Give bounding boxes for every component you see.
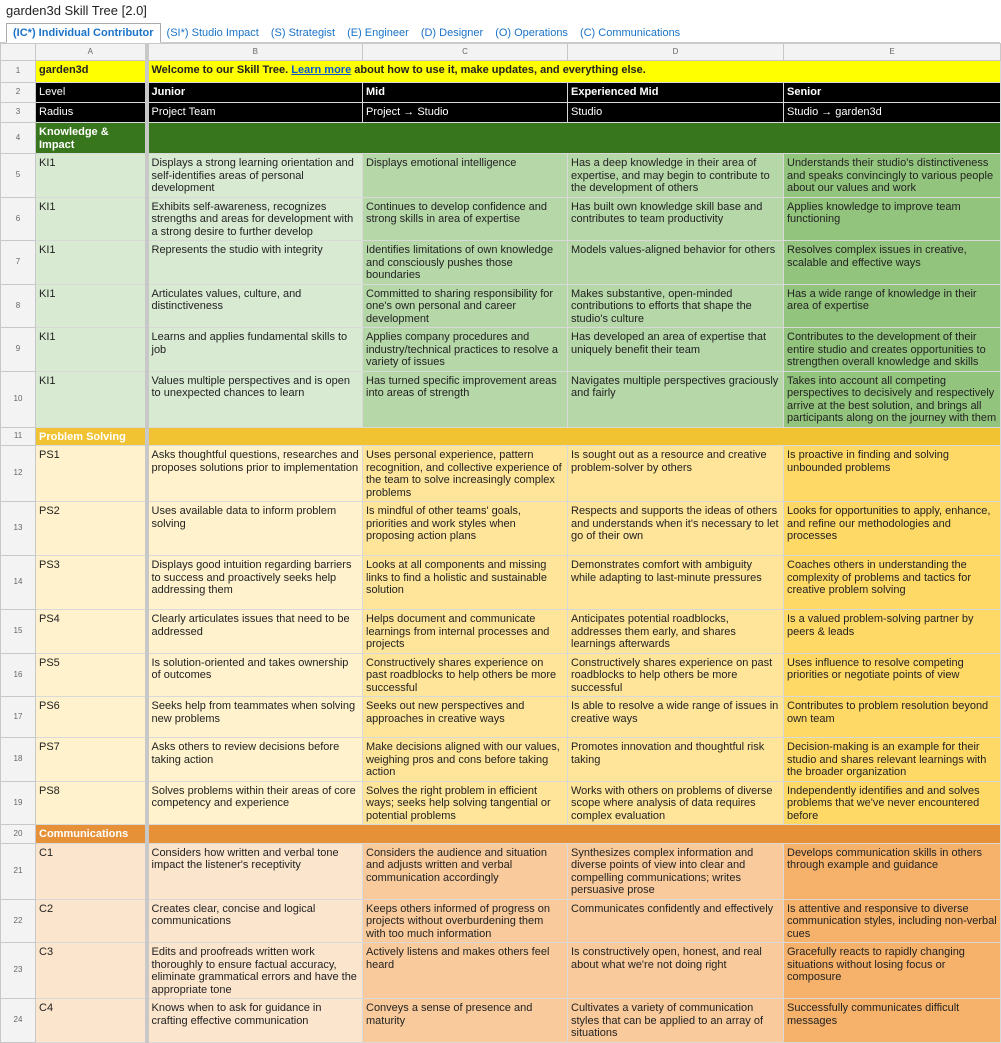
junior-description-cell[interactable]: Learns and applies fundamental skills to job [147, 328, 363, 372]
mid-description-cell[interactable]: Conveys a sense of presence and maturity [363, 999, 568, 1043]
junior-description-cell[interactable]: Seeks help from teammates when solving new problems [147, 697, 363, 738]
problem-solving-header-fill[interactable] [147, 427, 1001, 446]
column-header-b[interactable]: B [147, 44, 363, 61]
junior-description-cell[interactable]: Knows when to ask for guidance in crafting effective communication [147, 999, 363, 1043]
row-number[interactable]: 20 [1, 825, 36, 844]
level-senior-cell[interactable]: Senior [784, 83, 1001, 103]
level-row [1, 83, 1001, 103]
experienced-mid-description-cell[interactable]: Works with others on problems of diverse scope where analysis of data requires complex evaluation [568, 781, 784, 825]
skill-id-cell[interactable]: PS5 [36, 653, 147, 697]
skill-id-cell[interactable]: C3 [36, 943, 147, 999]
row-number[interactable]: 9 [1, 328, 36, 372]
problem-solving-skill-row [1, 556, 1001, 610]
row-number[interactable]: 22 [1, 899, 36, 943]
experienced-mid-description-cell[interactable]: Navigates multiple perspectives graciously and fairly [568, 371, 784, 427]
junior-description-cell[interactable]: Asks thoughtful questions, researches and proposes solutions prior to implementation [147, 446, 363, 502]
radius-mid-cell[interactable]: Project → Studio [363, 103, 568, 123]
junior-description-cell[interactable]: Is solution-oriented and takes ownership of outcomes [147, 653, 363, 697]
document-title: garden3d Skill Tree [2.0] [6, 3, 147, 18]
column-header-c[interactable]: C [363, 44, 568, 61]
senior-description-cell[interactable]: Uses influence to resolve competing priorities or negotiate points of view [784, 653, 1001, 697]
experienced-mid-description-cell[interactable]: Is constructively open, honest, and real about what we're not doing right [568, 943, 784, 999]
problem-solving-skill-row [1, 502, 1001, 556]
experienced-mid-description-cell[interactable]: Has a deep knowledge in their area of expertise, and may begin to contribute to the development of others [568, 154, 784, 198]
junior-description-cell[interactable]: Values multiple perspectives and is open to unexpected chances to learn [147, 371, 363, 427]
sheet-tab[interactable]: (D) Designer [420, 27, 484, 39]
senior-description-cell[interactable]: Is attentive and responsive to diverse communication styles, including non-verbal cues [784, 899, 1001, 943]
junior-description-cell[interactable]: Clearly articulates issues that need to be addressed [147, 610, 363, 654]
row-number[interactable]: 11 [1, 427, 36, 446]
row-number[interactable]: 13 [1, 502, 36, 556]
experienced-mid-description-cell[interactable]: Respects and supports the ideas of others and understands when it's necessary to let go of their own [568, 502, 784, 556]
row-number[interactable]: 4 [1, 123, 36, 154]
senior-description-cell[interactable]: Decision-making is an example for their studio and shares relevant learnings with the broader organization [784, 738, 1001, 782]
communications-title-cell[interactable]: Communications [36, 825, 147, 844]
level-mid-cell[interactable]: Mid [363, 83, 568, 103]
mid-description-cell[interactable]: Solves the right problem in efficient ways; seeks help solving tangential or potential problems [363, 781, 568, 825]
row-number[interactable]: 6 [1, 197, 36, 241]
junior-description-cell[interactable]: Displays good intuition regarding barriers to success and proactively seeks help addressing them [147, 556, 363, 610]
communications-skill-row [1, 999, 1001, 1043]
junior-description-cell[interactable]: Represents the studio with integrity [147, 241, 363, 285]
skill-id-cell[interactable]: KI1 [36, 371, 147, 427]
junior-description-cell[interactable]: Displays a strong learning orientation and self-identifies areas of personal development [147, 154, 363, 198]
mid-description-cell[interactable]: Looks at all components and missing links to find a holistic and sustainable solution [363, 556, 568, 610]
senior-description-cell[interactable]: Contributes to problem resolution beyond own team [784, 697, 1001, 738]
senior-description-cell[interactable]: Has a wide range of knowledge in their area of expertise [784, 284, 1001, 328]
experienced-mid-description-cell[interactable]: Promotes innovation and thoughtful risk taking [568, 738, 784, 782]
senior-description-cell[interactable]: Understands their studio's distinctiveness and speaks convincingly to various people about our values and work [784, 154, 1001, 198]
knowledge-impact-skill-row [1, 197, 1001, 241]
skill-id-cell[interactable]: PS2 [36, 502, 147, 556]
knowledge-impact-skill-row [1, 328, 1001, 372]
org-name-cell[interactable]: garden3d [36, 61, 147, 83]
sheet-tab-bar [0, 22, 1000, 43]
mid-description-cell[interactable]: Make decisions aligned with our values, weighing pros and cons before taking action [363, 738, 568, 782]
row-number[interactable]: 15 [1, 610, 36, 654]
experienced-mid-description-cell[interactable]: Is sought out as a resource and creative problem-solver by others [568, 446, 784, 502]
skill-id-cell[interactable]: PS3 [36, 556, 147, 610]
knowledge-impact-skill-row [1, 371, 1001, 427]
welcome-row [1, 61, 1001, 83]
experienced-mid-description-cell[interactable]: Anticipates potential roadblocks, addresses them early, and shares learnings afterwards [568, 610, 784, 654]
row-number[interactable]: 18 [1, 738, 36, 782]
mid-description-cell[interactable]: Is mindful of other teams' goals, priorities and work styles when proposing action plans [363, 502, 568, 556]
skill-id-cell[interactable]: PS7 [36, 738, 147, 782]
problem-solving-title-cell[interactable]: Problem Solving [36, 427, 147, 446]
row-number[interactable]: 8 [1, 284, 36, 328]
skill-id-cell[interactable]: C1 [36, 843, 147, 899]
senior-description-cell[interactable]: Is a valued problem-solving partner by peers & leads [784, 610, 1001, 654]
communications-skill-row [1, 899, 1001, 943]
mid-description-cell[interactable]: Has turned specific improvement areas into areas of strength [363, 371, 568, 427]
senior-description-cell[interactable]: Contributes to the development of their entire studio and creates opportunities to strengthen overall knowledge and skills [784, 328, 1001, 372]
junior-description-cell[interactable]: Creates clear, concise and logical communications [147, 899, 363, 943]
experienced-mid-description-cell[interactable]: Cultivates a variety of communication styles that can be applied to an array of situations [568, 999, 784, 1043]
problem-solving-skill-row [1, 446, 1001, 502]
level-junior-cell[interactable]: Junior [147, 83, 363, 103]
experienced-mid-description-cell[interactable]: Is able to resolve a wide range of issues in creative ways [568, 697, 784, 738]
junior-description-cell[interactable]: Edits and proofreads written work thoroughly to ensure factual accuracy, eliminate grammatical errors and have the appropriate tone [147, 943, 363, 999]
row-number[interactable]: 7 [1, 241, 36, 285]
knowledge-impact-title-cell[interactable]: Knowledge & Impact [36, 123, 147, 154]
problem-solving-skill-row [1, 781, 1001, 825]
sheet-tab[interactable]: (SI*) Studio Impact [166, 27, 259, 39]
problem-solving-skill-row [1, 738, 1001, 782]
experienced-mid-description-cell[interactable]: Has developed an area of expertise that uniquely benefit their team [568, 328, 784, 372]
communications-header-row [1, 825, 1001, 844]
mid-description-cell[interactable]: Uses personal experience, pattern recognition, and collective experience of the team to solve increasingly complex problems [363, 446, 568, 502]
mid-description-cell[interactable]: Seeks out new perspectives and approaches in creative ways [363, 697, 568, 738]
mid-description-cell[interactable]: Committed to sharing responsibility for one's own personal and career development [363, 284, 568, 328]
mid-description-cell[interactable]: Helps document and communicate learnings from internal processes and projects [363, 610, 568, 654]
column-header-d[interactable]: D [568, 44, 784, 61]
row-number[interactable]: 19 [1, 781, 36, 825]
radius-experienced-mid-cell[interactable]: Studio [568, 103, 784, 123]
row-number[interactable]: 12 [1, 446, 36, 502]
skill-id-cell[interactable]: KI1 [36, 328, 147, 372]
experienced-mid-description-cell[interactable]: Constructively shares experience on past roadblocks to help others be more successful [568, 653, 784, 697]
junior-description-cell[interactable]: Asks others to review decisions before taking action [147, 738, 363, 782]
radius-row [1, 103, 1001, 123]
spreadsheet-grid[interactable] [0, 43, 1000, 1039]
problem-solving-skill-row [1, 697, 1001, 738]
experienced-mid-description-cell[interactable]: Synthesizes complex information and diverse points of view into clear and compelling communications; writes persuasive prose [568, 843, 784, 899]
welcome-message-cell[interactable] [147, 61, 1001, 83]
sheet-tab[interactable]: (E) Engineer [347, 27, 409, 39]
skill-id-cell[interactable]: C2 [36, 899, 147, 943]
radius-senior-cell[interactable]: Studio → garden3d [784, 103, 1001, 123]
skill-id-cell[interactable]: KI1 [36, 284, 147, 328]
skill-id-cell[interactable]: PS4 [36, 610, 147, 654]
row-number[interactable]: 3 [1, 103, 36, 123]
senior-description-cell[interactable]: Looks for opportunities to apply, enhance, and refine our methodologies and processes [784, 502, 1001, 556]
senior-description-cell[interactable]: Is proactive in finding and solving unbounded problems [784, 446, 1001, 502]
mid-description-cell[interactable]: Constructively shares experience on past roadblocks to help others be more successful [363, 653, 568, 697]
experienced-mid-description-cell[interactable]: Communicates confidently and effectively [568, 899, 784, 943]
knowledge-impact-skill-row [1, 154, 1001, 198]
problem-solving-skill-row [1, 610, 1001, 654]
skill-id-cell[interactable]: PS6 [36, 697, 147, 738]
row-number[interactable]: 24 [1, 999, 36, 1043]
mid-description-cell[interactable]: Keeps others informed of progress on projects without overburdening them with too much information [363, 899, 568, 943]
junior-description-cell[interactable]: Exhibits self-awareness, recognizes strengths and areas for development with a strong desire to further develop [147, 197, 363, 241]
row-number[interactable]: 21 [1, 843, 36, 899]
senior-description-cell[interactable]: Takes into account all competing perspectives to decisively and respectively arrive at the best solution, and brings all participants along on the journey with them [784, 371, 1001, 427]
mid-description-cell[interactable]: Actively listens and makes others feel heard [363, 943, 568, 999]
level-experienced-mid-cell[interactable]: Experienced Mid [568, 83, 784, 103]
welcome-text: Welcome to our Skill Tree. [151, 64, 292, 76]
mid-description-cell[interactable]: Considers the audience and situation and adjusts written and verbal communication accordingly [363, 843, 568, 899]
senior-description-cell[interactable]: Resolves complex issues in creative, scalable and effective ways [784, 241, 1001, 285]
knowledge-impact-skill-row [1, 284, 1001, 328]
skill-id-cell[interactable]: KI1 [36, 154, 147, 198]
skill-id-cell[interactable]: C4 [36, 999, 147, 1043]
skill-tree-table [0, 43, 1001, 1043]
experienced-mid-description-cell[interactable]: Demonstrates comfort with ambiguity while adapting to last-minute pressures [568, 556, 784, 610]
knowledge-impact-header-row [1, 123, 1001, 154]
welcome-text-after: about how to use it, make updates, and everything else. [351, 64, 646, 76]
communications-header-fill[interactable] [147, 825, 1001, 844]
row-number[interactable]: 5 [1, 154, 36, 198]
experienced-mid-description-cell[interactable]: Models values-aligned behavior for others [568, 241, 784, 285]
skill-id-cell[interactable]: KI1 [36, 197, 147, 241]
problem-solving-skill-row [1, 653, 1001, 697]
row-number[interactable]: 16 [1, 653, 36, 697]
row-number[interactable]: 10 [1, 371, 36, 427]
sheet-tab[interactable]: (IC*) Individual Contributor [6, 23, 161, 43]
senior-description-cell[interactable]: Coaches others in understanding the complexity of problems and tactics for creative problem solving [784, 556, 1001, 610]
column-header-a[interactable]: A [36, 44, 147, 61]
skill-id-cell[interactable]: PS1 [36, 446, 147, 502]
senior-description-cell[interactable]: Independently identifies and and solves problems that we've never encountered before [784, 781, 1001, 825]
senior-description-cell[interactable]: Gracefully reacts to rapidly changing situations without losing focus or composure [784, 943, 1001, 999]
sheet-tab[interactable]: (C) Communications [579, 27, 681, 39]
communications-skill-row [1, 943, 1001, 999]
sheet-tab[interactable]: (S) Strategist [270, 27, 336, 39]
row-number[interactable]: 1 [1, 61, 36, 83]
row-number[interactable]: 2 [1, 83, 36, 103]
problem-solving-header-row [1, 427, 1001, 446]
communications-skill-row [1, 843, 1001, 899]
mid-description-cell[interactable]: Displays emotional intelligence [363, 154, 568, 198]
radius-junior-cell[interactable]: Project Team [147, 103, 363, 123]
learn-more-link[interactable]: Learn more [291, 64, 352, 76]
junior-description-cell[interactable]: Solves problems within their areas of core competency and experience [147, 781, 363, 825]
experienced-mid-description-cell[interactable]: Makes substantive, open-minded contributions to efforts that shape the studio's culture [568, 284, 784, 328]
junior-description-cell[interactable]: Considers how written and verbal tone impact the listener's receptivity [147, 843, 363, 899]
row-number[interactable]: 17 [1, 697, 36, 738]
column-header-e[interactable]: E [784, 44, 1001, 61]
knowledge-impact-skill-row [1, 241, 1001, 285]
senior-description-cell[interactable]: Develops communication skills in others through example and guidance [784, 843, 1001, 899]
row-number[interactable]: 14 [1, 556, 36, 610]
mid-description-cell[interactable]: Continues to develop confidence and strong skills in area of expertise [363, 197, 568, 241]
sheet-tab[interactable]: (O) Operations [495, 27, 568, 39]
corner-cell[interactable] [1, 44, 36, 61]
radius-label-cell[interactable]: Radius [36, 103, 147, 123]
knowledge-impact-header-fill[interactable] [147, 123, 1001, 154]
senior-description-cell[interactable]: Successfully communicates difficult messages [784, 999, 1001, 1043]
row-number[interactable]: 23 [1, 943, 36, 999]
senior-description-cell[interactable]: Applies knowledge to improve team functioning [784, 197, 1001, 241]
junior-description-cell[interactable]: Articulates values, culture, and distinctiveness [147, 284, 363, 328]
mid-description-cell[interactable]: Identifies limitations of own knowledge and consciously pushes those boundaries [363, 241, 568, 285]
experienced-mid-description-cell[interactable]: Has built own knowledge skill base and contributes to team productivity [568, 197, 784, 241]
column-header-row [1, 44, 1001, 61]
level-label-cell[interactable]: Level [36, 83, 147, 103]
skill-id-cell[interactable]: KI1 [36, 241, 147, 285]
skill-id-cell[interactable]: PS8 [36, 781, 147, 825]
mid-description-cell[interactable]: Applies company procedures and industry/technical practices to resolve a variety of issues [363, 328, 568, 372]
junior-description-cell[interactable]: Uses available data to inform problem solving [147, 502, 363, 556]
